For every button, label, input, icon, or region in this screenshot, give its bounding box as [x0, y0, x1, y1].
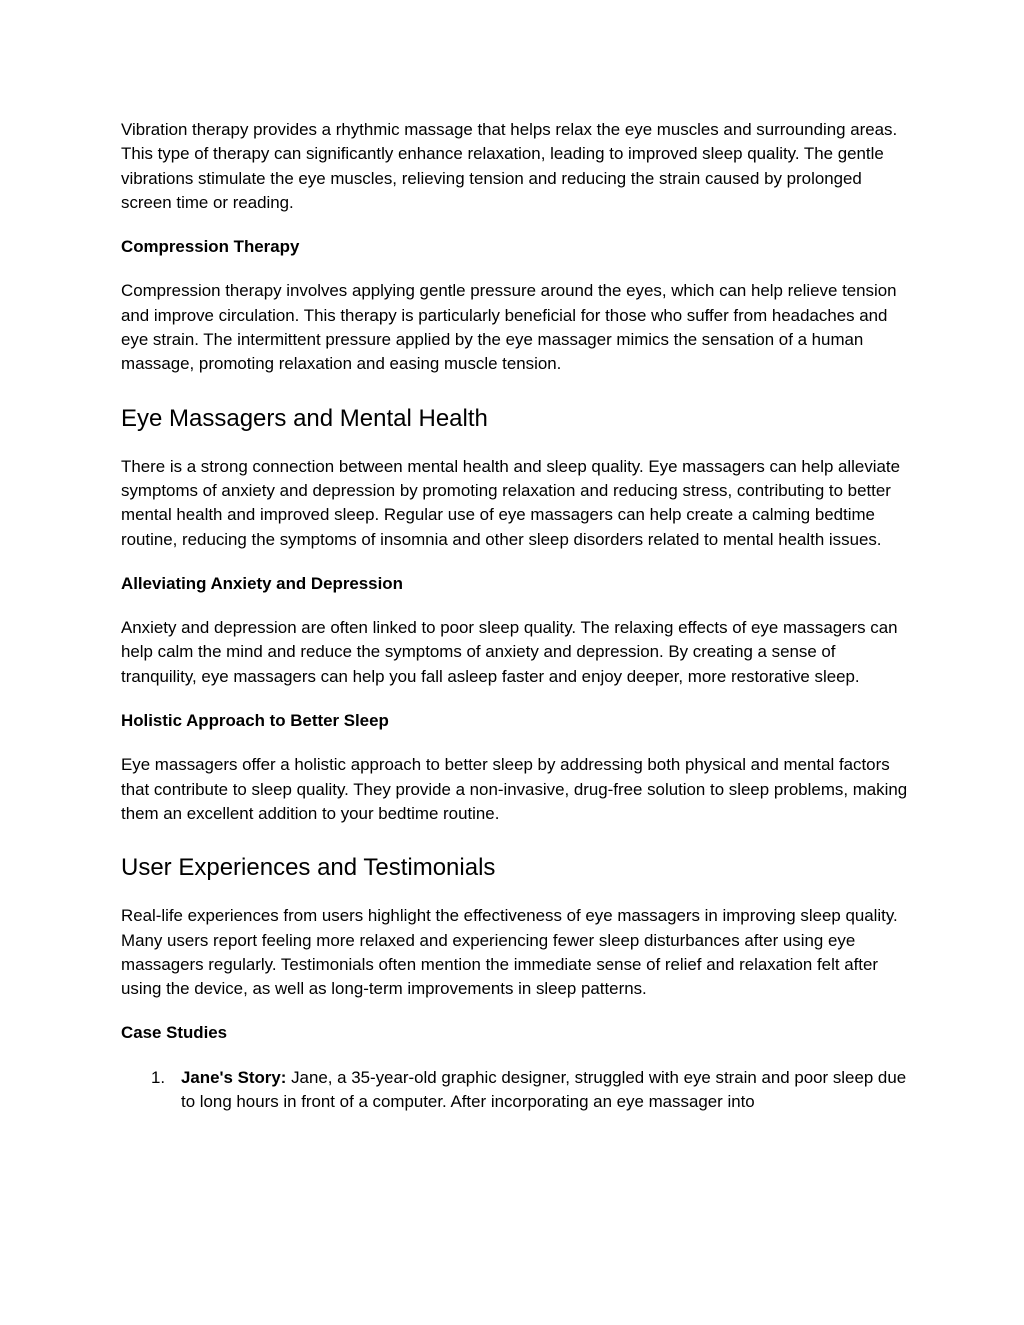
heading-holistic-approach: Holistic Approach to Better Sleep [121, 711, 389, 731]
heading-case-studies: Case Studies [121, 1023, 228, 1043]
paragraph-anxiety-depression: Anxiety and depression are often linked to poor sleep quality. The relaxing effects of eye massagers can help calm the mind and reduce the symptoms of anxiety and depression. By creating a sense of tranquility, eye massagers can help you fall asleep faster and enjoy deeper, more restorative sleep. [121, 618, 898, 686]
document-page [121, 118, 911, 1114]
heading-user-experiences: User Experiences and Testimonials [121, 854, 496, 882]
paragraph-vibration-therapy: Vibration therapy provides a rhythmic massage that helps relax the eye muscles and surrounding areas. This type of therapy can significantly enhance relaxation, leading to improved sleep quality. The gentle vibrations stimulate the eye muscles, relieving tension and reducing the strain caused by prolonged screen time or reading. [121, 120, 898, 212]
heading-compression-therapy: Compression Therapy [121, 237, 300, 257]
paragraph-holistic-approach: Eye massagers offer a holistic approach to better sleep by addressing both physical and mental factors that contribute to sleep quality. They provide a non-invasive, drug-free solution to sleep problems, making them an excellent addition to your bedtime routine. [121, 755, 908, 823]
list-item-title: Jane's Story: [181, 1067, 287, 1087]
list-item-number: 1. [151, 1067, 166, 1087]
paragraph-mental-health: There is a strong connection between mental health and sleep quality. Eye massagers can help alleviate symptoms of anxiety and depression by promoting relaxation and reducing stress, contributing to better mental health and improved sleep. Regular use of eye massagers can help create a calming bedtime routine, reducing the symptoms of insomnia and other sleep disorders related to mental health issues. [121, 456, 900, 549]
list-item [121, 1066, 911, 1115]
case-studies-list [121, 1066, 911, 1115]
heading-anxiety-depression: Alleviating Anxiety and Depression [121, 573, 403, 593]
list-item-text: Jane, a 35-year-old graphic designer, struggled with eye strain and poor sleep due to long hours in front of a computer. After incorporating an eye massager into [181, 1067, 907, 1112]
paragraph-user-experiences: Real-life experiences from users highlight the effectiveness of eye massagers in improving sleep quality. Many users report feeling more relaxed and experiencing fewer sleep disturbances after using eye massagers regularly. Testimonials often mention the immediate sense of relief and relaxation felt after using the device, as well as long-term improvements in sleep patterns. [121, 906, 898, 999]
paragraph-compression-therapy: Compression therapy involves applying gentle pressure around the eyes, which can help relieve tension and improve circulation. This therapy is particularly beneficial for those who suffer from headaches and eye strain. The intermittent pressure applied by the eye massager mimics the sensation of a human massage, promoting relaxation and easing muscle tension. [121, 281, 897, 374]
heading-mental-health: Eye Massagers and Mental Health [121, 404, 488, 432]
